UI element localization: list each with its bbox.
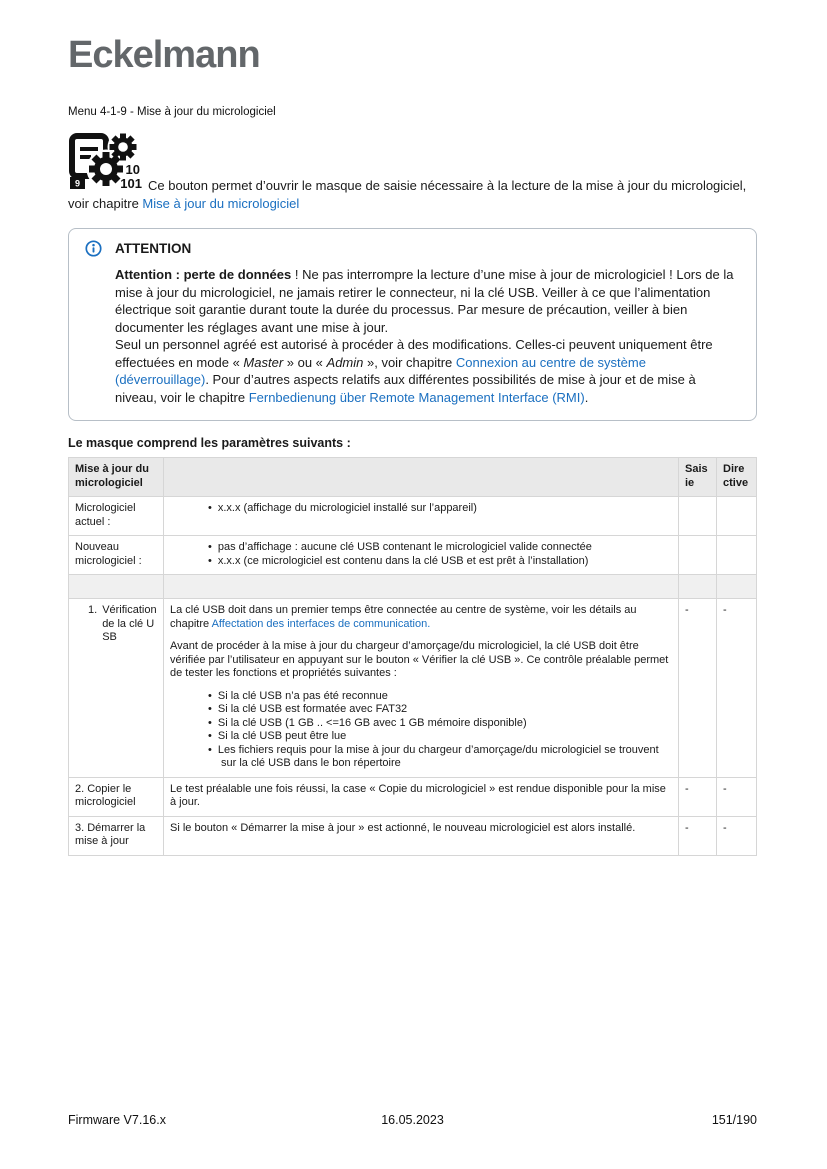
directive-cell: - bbox=[717, 816, 757, 855]
text: Seul un personnel agréé est autorisé à procéder à des modifications. Celles-ci peuvent uniquement être effectuées en mode « bbox=[115, 337, 713, 370]
list-marker: 1. bbox=[88, 604, 98, 616]
bullet-list bbox=[170, 502, 672, 516]
param-label-cell: Micrologiciel actuel : bbox=[69, 497, 164, 536]
icon-digits-bottom: 101 bbox=[120, 176, 142, 190]
text: . bbox=[584, 389, 589, 405]
table-row bbox=[69, 777, 757, 816]
bullet-item: • x.x.x (ce micrologiciel est contenu dans la clé USB et est prêt à l’installation) bbox=[208, 555, 672, 569]
footer-date: 16.05.2023 bbox=[381, 1113, 444, 1127]
separator-cell bbox=[717, 575, 757, 599]
table-row bbox=[69, 497, 757, 536]
bullet-item: • pas d’affichage : aucune clé USB contenant le micrologiciel valide connectée bbox=[208, 541, 672, 555]
table-row bbox=[69, 816, 757, 855]
param-description-cell bbox=[164, 599, 679, 778]
table-heading: Le masque comprend les paramètres suivants : bbox=[68, 436, 351, 450]
directive-cell bbox=[717, 536, 757, 575]
company-logo: Eckelmann bbox=[68, 34, 260, 76]
italic-text: Master bbox=[243, 354, 284, 370]
parameters-table bbox=[68, 457, 757, 856]
page-footer bbox=[68, 1113, 757, 1127]
table-row bbox=[69, 536, 757, 575]
separator-cell bbox=[164, 575, 679, 599]
bullet-list bbox=[170, 541, 672, 568]
separator-cell bbox=[69, 575, 164, 599]
chapter-link[interactable]: Fernbedienung über Remote Management Interface (RMI) bbox=[248, 389, 585, 405]
separator-cell bbox=[679, 575, 717, 599]
bullet-item: • Si la clé USB (1 GB .. <=16 GB avec 1 GB mémoire disponible) bbox=[208, 717, 672, 731]
bullet-item: • Les fichiers requis pour la mise à jour du chargeur d’amorçage/du micrologiciel se trouvent sur la clé USB dans le bon répertoire bbox=[208, 744, 672, 771]
directive-cell: - bbox=[717, 777, 757, 816]
param-description-cell bbox=[164, 777, 679, 816]
intro-text bbox=[68, 178, 746, 211]
attention-paragraph bbox=[115, 266, 740, 336]
param-description-cell bbox=[164, 497, 679, 536]
attention-box bbox=[68, 228, 757, 421]
directive-cell bbox=[717, 497, 757, 536]
footer-page-number: 151/190 bbox=[711, 1113, 758, 1127]
param-label-cell: 3. Démarrer la mise à jour bbox=[69, 816, 164, 855]
param-label: Vérification de la clé USB bbox=[102, 604, 157, 643]
chapter-link[interactable]: Affectation des interfaces de communication. bbox=[211, 617, 431, 630]
header-directive: Directive bbox=[717, 458, 757, 497]
text: » ou « bbox=[283, 354, 327, 370]
header-description bbox=[164, 458, 679, 497]
header-mise-a-jour: Mise à jour du micrologiciel bbox=[69, 458, 164, 497]
text: ! Ne pas interrompre la lecture d’une mise à jour de micrologiciel ! Lors de la mise à jour du micrologiciel, ne jamais retirer le connecteur, ni la clé USB. Veiller à ce que l’alimentation électrique soit garantie durant toute la durée du processus. Par mesure de précaution, veiller à bien documenter les réglages avant une mise à jour. bbox=[115, 267, 734, 335]
italic-text: Admin bbox=[326, 354, 364, 370]
text: . Pour d’autres aspects relatifs aux différentes possibilités de mise à jour et de mise à niveau, voir le chapitre bbox=[115, 372, 696, 405]
param-description-cell bbox=[164, 816, 679, 855]
param-label-cell: Nouveau micrologiciel : bbox=[69, 536, 164, 575]
info-icon bbox=[85, 240, 102, 257]
table-header-row bbox=[69, 458, 757, 497]
text: Si le bouton « Démarrer la mise à jour » est actionné, le nouveau micrologiciel est alors installé. bbox=[170, 821, 636, 834]
saisie-cell: - bbox=[679, 816, 717, 855]
attention-paragraph bbox=[115, 336, 740, 406]
param-label-cell: 2. Copier le micrologiciel bbox=[69, 777, 164, 816]
separator-row bbox=[69, 575, 757, 599]
bullet-item: • x.x.x (affichage du micrologiciel installé sur l’appareil) bbox=[208, 502, 672, 516]
table-body bbox=[69, 497, 757, 856]
icon-digit-corner: 9 bbox=[74, 178, 81, 189]
param-description-cell bbox=[164, 536, 679, 575]
intro-paragraph bbox=[68, 132, 757, 213]
param-label-cell bbox=[69, 599, 164, 778]
icon-digits-top: 10 bbox=[125, 162, 140, 177]
bullet-item: • Si la clé USB n’a pas été reconnue bbox=[208, 690, 672, 704]
saisie-cell: - bbox=[679, 777, 717, 816]
cell-paragraph bbox=[170, 640, 672, 681]
text: La clé USB doit dans un premier temps être connectée au centre de système, voir les détails au chapitre bbox=[170, 604, 637, 630]
text: Ce bouton permet d’ouvrir le masque de saisie nécessaire à la lecture de la mise à jour du micrologiciel, voir chapitre bbox=[68, 178, 747, 211]
cell-paragraph bbox=[170, 604, 672, 631]
text: Le test préalable une fois réussi, la case « Copie du micrologiciel » est rendue disponible pour la mise à jour. bbox=[170, 782, 666, 808]
bold-text: Attention : perte de données bbox=[115, 267, 292, 282]
chapter-link[interactable]: Connexion au centre de système (déverrouillage) bbox=[115, 354, 646, 387]
chapter-link[interactable]: Mise à jour du micrologiciel bbox=[142, 196, 300, 211]
footer-firmware-version: Firmware V7.16.x bbox=[68, 1113, 166, 1127]
saisie-cell bbox=[679, 536, 717, 575]
saisie-cell bbox=[679, 497, 717, 536]
firmware-update-icon bbox=[68, 132, 142, 190]
cell-paragraph bbox=[170, 822, 672, 836]
bullet-list bbox=[170, 690, 672, 771]
text: Avant de procéder à la mise à jour du chargeur d’amorçage/du micrologiciel, la clé USB doit être vérifiée par l’utilisateur en appuyant sur le bouton « Vérifier la clé USB ». Ce contrôle préalable permet de tester les fonctions et propriétés suivantes : bbox=[170, 640, 669, 679]
directive-cell: - bbox=[717, 599, 757, 778]
attention-title: ATTENTION bbox=[115, 241, 192, 256]
attention-body bbox=[115, 266, 740, 406]
table-row bbox=[69, 599, 757, 778]
header-saisie: Saisie bbox=[679, 458, 717, 497]
saisie-cell: - bbox=[679, 599, 717, 778]
bullet-item: • Si la clé USB peut être lue bbox=[208, 730, 672, 744]
cell-paragraph bbox=[170, 783, 672, 810]
text: », voir chapitre bbox=[363, 354, 456, 370]
bullet-item: • Si la clé USB est formatée avec FAT32 bbox=[208, 703, 672, 717]
breadcrumb: Menu 4-1-9 - Mise à jour du micrologiciel bbox=[68, 106, 276, 118]
